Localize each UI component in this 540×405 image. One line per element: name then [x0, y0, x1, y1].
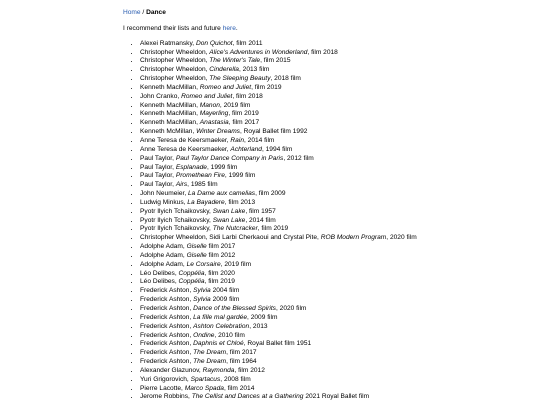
item-title: The Winter's Tale [209, 57, 261, 65]
dance-list [123, 40, 423, 403]
item-title: Coppélia [178, 269, 205, 277]
breadcrumb [123, 9, 423, 18]
item-creator: Kenneth MacMillan, [140, 83, 200, 91]
item-creator: Paul Taylor, [140, 172, 176, 180]
item-details: , 2018 film [270, 75, 301, 83]
item-title: Romeo and Juliet [199, 83, 252, 91]
item-details: , film 2011 [232, 39, 263, 47]
item-creator: Yuri Grigorovich, [140, 375, 191, 383]
item-title: Raymonda [202, 366, 235, 374]
item-details: , 2013 film [238, 66, 270, 74]
item-creator: Christopher Wheeldon, [140, 57, 210, 65]
list-item [140, 225, 423, 234]
list-item [140, 367, 423, 376]
item-title: Sylvia [193, 287, 211, 295]
item-title: Winter Dreams [196, 128, 240, 136]
item-creator: Pierre Lacotte, [140, 384, 185, 392]
item-title: The Cellist and Dances at a Gathering [191, 393, 304, 401]
item-creator: Kenneth MacMillan, [140, 119, 200, 127]
item-title: Swan Lake [212, 216, 246, 224]
list-item [140, 164, 423, 173]
item-title: Sylvia [193, 296, 211, 304]
list-item [140, 270, 423, 279]
list-item [140, 305, 423, 314]
list-item [140, 40, 423, 49]
item-details: , 1999 film [206, 163, 238, 171]
list-item [140, 323, 423, 332]
item-title: Giselle [186, 243, 207, 251]
item-title: Coppélia [178, 278, 205, 286]
item-details: , film 2014 [223, 384, 255, 392]
list-item [140, 287, 423, 296]
item-details: 2009 film [210, 296, 240, 304]
item-creator: Christopher Wheeldon, [140, 75, 210, 83]
item-details: , 1999 film [224, 172, 256, 180]
item-title: Don Quichot [195, 39, 233, 47]
list-item [140, 261, 423, 270]
list-item [140, 75, 423, 84]
item-details: , film 2017 [226, 349, 257, 357]
item-creator: Adolphe Adam, [140, 260, 187, 268]
item-title: Airs [175, 181, 188, 189]
list-item [140, 199, 423, 208]
list-item [140, 93, 423, 102]
item-creator: Alexei Ratmansky, [140, 39, 196, 47]
item-title: The Sleeping Beauty [209, 75, 271, 83]
item-title: Le Corsaire [186, 260, 221, 268]
item-title: La Dame aux camelias [188, 190, 256, 198]
item-title: Promethean Fire [175, 172, 225, 180]
item-title: Daphnis et Chloé [193, 340, 244, 348]
item-creator: Kenneth MacMillan, [140, 110, 200, 118]
breadcrumb-home-link[interactable]: Home [123, 9, 141, 16]
list-item [140, 137, 423, 146]
item-creator: Alexander Glazunov, [140, 366, 203, 374]
item-creator: Léo Delibes, [140, 269, 179, 277]
item-creator: Pyotr Ilyich Tchaikovsky, [140, 216, 213, 224]
item-details: , Royal Ballet film 1992 [239, 128, 308, 136]
breadcrumb-current: Dance [146, 9, 166, 16]
item-creator: Paul Taylor, [140, 163, 176, 171]
item-creator: Frederick Ashton, [140, 331, 194, 339]
list-item [140, 349, 423, 358]
item-title: Rain [230, 136, 244, 144]
item-title: Ondine [193, 331, 215, 339]
item-details: , 1985 film [187, 181, 218, 189]
item-details: , film 1957 [245, 207, 276, 215]
item-details: , Royal Ballet film 1951 [243, 340, 312, 348]
breadcrumb-separator: / [140, 9, 147, 16]
item-creator: Frederick Ashton, [140, 349, 194, 357]
item-title: Paul Taylor Dance Company in Paris [175, 154, 284, 162]
item-details: , film 2018 [232, 92, 263, 100]
item-creator: John Cranko, [140, 92, 182, 100]
list-item [140, 57, 423, 66]
item-details: , film 2020 [204, 269, 235, 277]
list-item [140, 385, 423, 394]
item-creator: Christopher Wheeldon, [140, 48, 210, 56]
item-details: , film 2009 [255, 190, 286, 198]
item-creator: Paul Taylor, [140, 154, 176, 162]
item-title: Achterland [230, 145, 262, 153]
item-details: , 2010 film [214, 331, 245, 339]
item-title: Manon [199, 101, 220, 109]
item-creator: Frederick Ashton, [140, 358, 194, 366]
item-details: , 1994 film [261, 145, 293, 153]
item-creator: Kenneth McMillan, [140, 128, 197, 136]
item-creator: Christopher Wheeldon, [140, 66, 210, 74]
item-details: 2004 film [210, 287, 240, 295]
item-details: , film 2019 [257, 225, 289, 233]
item-details: film 2012 [206, 251, 236, 259]
list-item [140, 110, 423, 119]
intro-paragraph [123, 25, 423, 34]
item-details: , film 2019 [228, 110, 259, 118]
item-details: , 2009 film [247, 313, 278, 321]
item-title: The Nutcracker [212, 225, 258, 233]
list-item [140, 332, 423, 341]
list-item [140, 172, 423, 181]
list-item [140, 278, 423, 287]
list-item [140, 340, 423, 349]
content [123, 9, 423, 402]
item-details: , 2020 film [386, 234, 417, 242]
item-creator: Anne Teresa de Keersmaeker, [140, 145, 231, 153]
list-item [140, 243, 423, 252]
item-title: Cinderella [209, 66, 239, 74]
list-item [140, 146, 423, 155]
list-item [140, 234, 423, 243]
item-details: , 2012 film [283, 154, 314, 162]
list-item [140, 119, 423, 128]
item-details: , 2019 film [219, 101, 251, 109]
item-details: , 2020 film [275, 305, 307, 312]
list-item [140, 252, 423, 261]
list-item [140, 49, 423, 58]
list-item [140, 217, 423, 226]
item-creator: Christopher Wheeldon, Sidi Larbi Cherkaoui and Crystal Pite, [140, 234, 321, 242]
item-details: , film 2012 [234, 366, 265, 374]
item-title: Esplanade [175, 163, 207, 171]
item-creator: Pyotr Ilyich Tchaikovsky, [140, 225, 213, 233]
item-creator: Jerome Robbins, [140, 393, 192, 401]
list-item [140, 393, 423, 402]
list-item [140, 314, 423, 323]
item-details: , film 2015 [260, 57, 291, 65]
item-details: , film 2013 [224, 198, 256, 206]
item-title: Ashton Celebration [193, 322, 250, 330]
item-details: , film 2019 [251, 83, 282, 91]
item-details: , film 2019 [204, 278, 235, 286]
item-creator: Kenneth MacMillan, [140, 101, 200, 109]
item-title: Anastasia [199, 119, 229, 127]
item-title: Swan Lake [212, 207, 246, 215]
item-title: La Bayadere [187, 198, 225, 206]
list-item [140, 208, 423, 217]
item-title: Marco Spada [184, 384, 224, 392]
list-item [140, 66, 423, 75]
list-item [140, 376, 423, 385]
item-creator: Frederick Ashton, [140, 296, 194, 304]
item-creator: Paul Taylor, [140, 181, 176, 189]
intro-here-link[interactable]: here [222, 24, 236, 32]
item-creator: Ludwig Minkus, [140, 198, 188, 206]
item-creator: Anne Teresa de Keersmaeker, [140, 136, 231, 144]
item-title: Mayerling [199, 110, 229, 118]
item-details: , 2013 [249, 322, 268, 330]
item-title: The Dream [193, 358, 227, 366]
list-item [140, 181, 423, 190]
item-title: The Dream [193, 349, 227, 357]
item-creator: Léo Delibes, [140, 278, 179, 286]
intro-text: I recommend their lists and future [123, 24, 223, 32]
item-details: , film 2017 [228, 119, 260, 127]
list-item [140, 102, 423, 111]
item-details: , 2019 film [220, 260, 252, 268]
list-item [140, 128, 423, 137]
item-creator: Pyotr Ilyich Tchaikovsky, [140, 207, 213, 215]
item-details: , 2014 film [243, 136, 275, 144]
intro-end: . [235, 24, 238, 32]
list-item [140, 296, 423, 305]
item-creator: Frederick Ashton, [140, 322, 194, 330]
item-details: , film 1964 [226, 358, 257, 366]
list-item [140, 190, 423, 199]
item-creator: John Neumeier, [140, 190, 189, 198]
item-creator: Frederick Ashton, [140, 287, 194, 295]
item-creator: Frederick Ashton, [140, 313, 194, 321]
list-item [140, 84, 423, 93]
item-creator: Frederick Ashton, [140, 305, 194, 312]
item-details: , 2008 film [220, 375, 251, 383]
item-title: La fille mal gardée [193, 313, 248, 321]
item-title: Alice's Adventures in Wonderland [209, 48, 308, 56]
item-details: 2021 Royal Ballet film [303, 393, 370, 401]
item-details: , film 2018 [307, 48, 338, 56]
item-title: Spartacus [190, 375, 221, 383]
item-title: Dance of the Blessed Spirits [193, 305, 276, 312]
item-title: ROB Modern Program [320, 234, 387, 242]
item-details: , 2014 film [245, 216, 276, 224]
item-details: film 2017 [206, 243, 236, 251]
item-title: Romeo and Juliet [181, 92, 233, 100]
item-creator: Adolphe Adam, [140, 243, 187, 251]
item-title: Giselle [186, 251, 207, 259]
item-creator: Frederick Ashton, [140, 340, 194, 348]
list-item [140, 155, 423, 164]
item-creator: Adolphe Adam, [140, 251, 187, 259]
list-item [140, 358, 423, 367]
